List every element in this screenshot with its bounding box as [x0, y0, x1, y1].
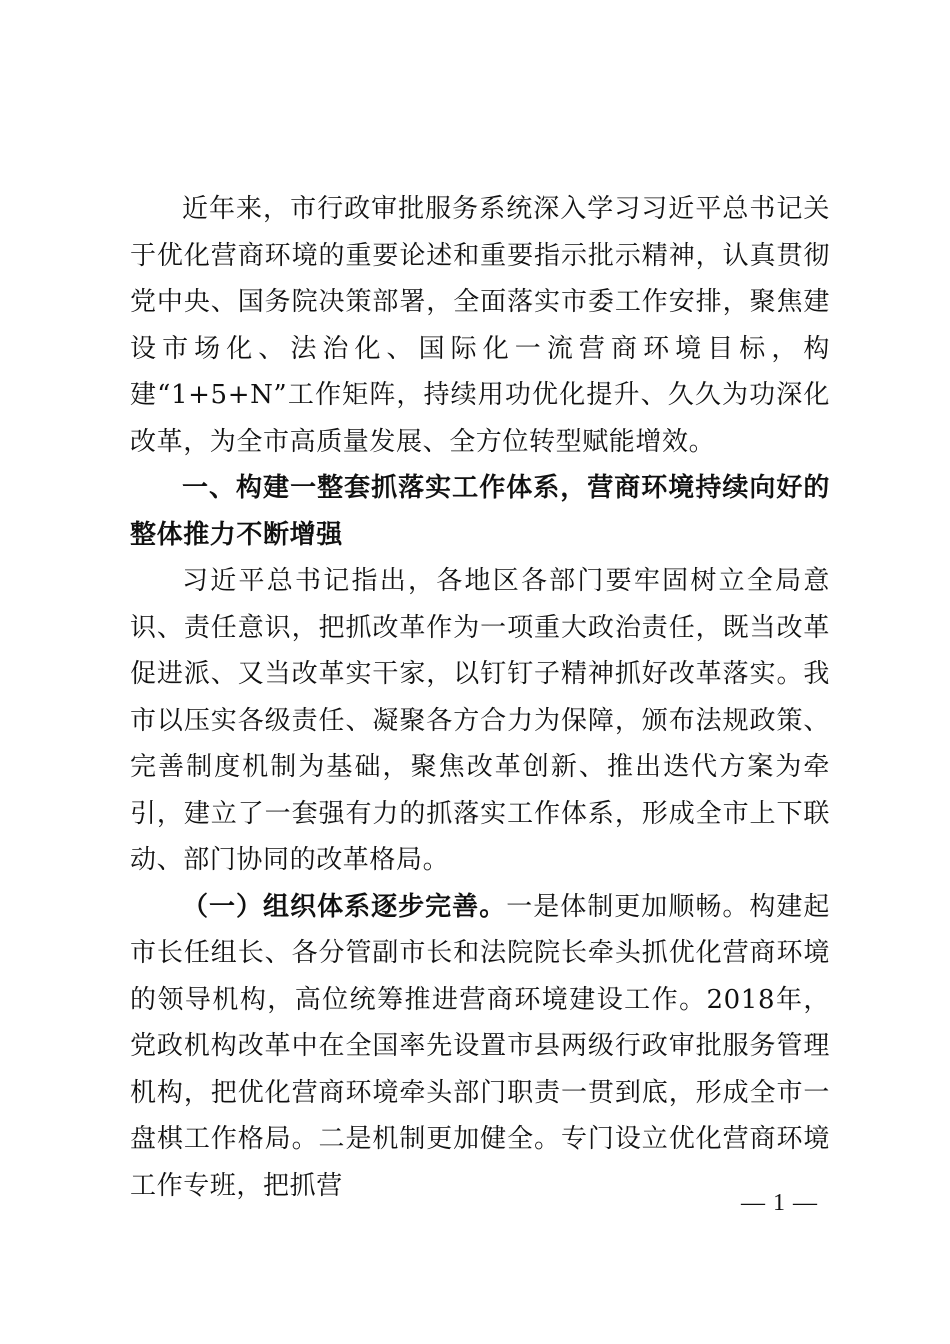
section-1-paragraph: 习近平总书记指出，各地区各部门要牢固树立全局意识、责任意识，把抓改革作为一项重大政治责任，既当改革促进派、又当改革实干家，以钉钉子精神抓好改革落实。我市以压实各级责任、凝聚各方合力为保障，颁布法规政策、完善制度机制为基础，聚焦改革创新、推出迭代方案为牵引，建立了一套强有力的抓落实工作体系，形成全市上下联动、部门协同的改革格局。 — [130, 566, 830, 875]
section-heading-1: 一、构建一整套抓落实工作体系，营商环境持续向好的整体推力不断增强 — [130, 473, 830, 550]
intro-paragraph: 近年来，市行政审批服务系统深入学习习近平总书记关于优化营商环境的重要论述和重要指示批示精神，认真贯彻党中央、国务院决策部署，全面落实市委工作安排，聚焦建设市场化、法治化、国际化一流营商环境目标，构建“1+5+N”工作矩阵，持续用功优化提升、久久为功深化改革，为全市高质量发展、全方位转型赋能增效。 — [130, 194, 830, 457]
subsection-1-paragraph — [130, 884, 830, 1210]
document-body — [130, 186, 830, 1209]
subsection-1-body: 一是体制更加顺畅。构建起市长任组长、各分管副市长和法院院长牵头抓优化营商环境的领导机构，高位统筹推进营商环境建设工作。2018年，党政机构改革中在全国率先设置市县两级行政审批服务管理机构，把优化营商环境牵头部门职责一贯到底，形成全市一盘棋工作格局。二是机制更加健全。专门设立优化营商环境工作专班，把抓营 — [130, 891, 831, 1201]
subsection-1-heading: （一）组织体系逐步完善。 — [182, 891, 507, 922]
page-number: — 1 — — [741, 1190, 818, 1216]
